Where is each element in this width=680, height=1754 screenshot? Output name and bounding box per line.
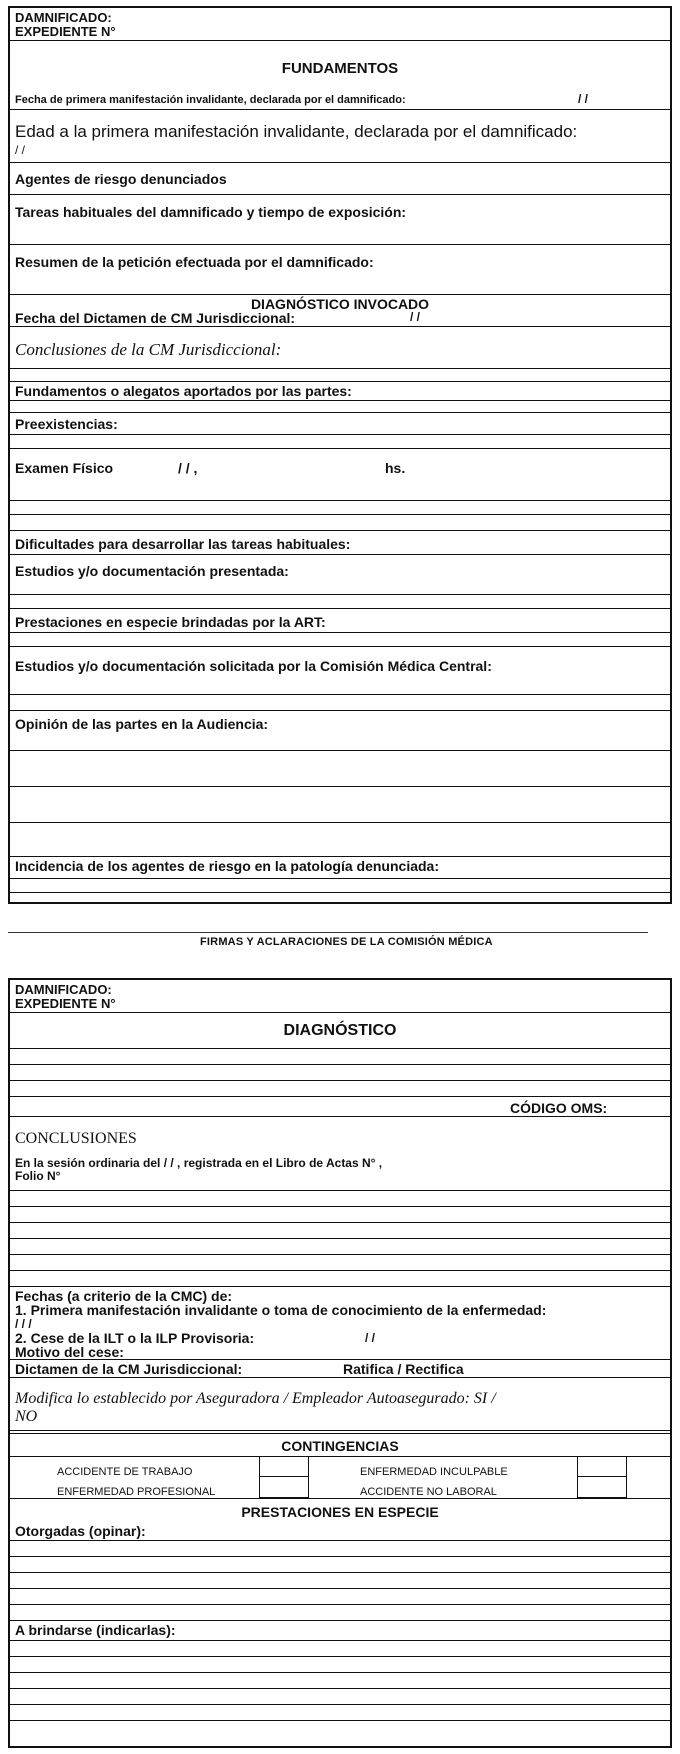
divider bbox=[10, 434, 670, 435]
cese-label: 2. Cese de la ILT o la ILP Provisoria: bbox=[15, 1330, 255, 1346]
divider bbox=[10, 448, 670, 449]
edad-primera-label: Edad a la primera manifestación invalidante, declarada por el damnificado: bbox=[15, 122, 578, 141]
fundamentos-heading: FUNDAMENTOS bbox=[281, 60, 399, 77]
fundamentos-alegatos-label: Fundamentos o alegatos aportados por las partes: bbox=[15, 383, 352, 399]
divider bbox=[10, 500, 670, 501]
conclusiones-heading: CONCLUSIONES bbox=[15, 1130, 137, 1147]
enfermedad-profesional-label: ENFERMEDAD PROFESIONAL bbox=[57, 1486, 216, 1498]
examen-slashes: / / , bbox=[178, 460, 198, 476]
edad-slashes: / / bbox=[15, 143, 26, 157]
examen-hs: hs. bbox=[385, 460, 406, 476]
modifica-line1: Modifica lo establecido por Aseguradora / Empleador Autoasegurado: SI / bbox=[15, 1390, 496, 1407]
divider bbox=[10, 412, 670, 413]
divider bbox=[10, 162, 670, 163]
accidente-trabajo-checkbox[interactable] bbox=[259, 1456, 309, 1477]
divider bbox=[10, 1556, 670, 1557]
divider bbox=[10, 1433, 670, 1434]
divider bbox=[10, 1012, 670, 1013]
codigo-oms-label: CÓDIGO OMS: bbox=[510, 1100, 608, 1116]
divider bbox=[10, 608, 670, 609]
sesion-line2: Folio N° bbox=[15, 1169, 61, 1183]
divider bbox=[10, 856, 670, 857]
divider bbox=[10, 594, 670, 595]
primera-manifestacion-label: 1. Primera manifestación invalidante o toma de conocimiento de la enfermedad: bbox=[15, 1302, 547, 1318]
divider bbox=[10, 1498, 670, 1499]
divider bbox=[10, 822, 670, 823]
contingencias-heading: CONTINGENCIAS bbox=[281, 1438, 399, 1454]
enfermedad-inculpable-label: ENFERMEDAD INCULPABLE bbox=[360, 1466, 508, 1478]
conclusiones-cm-label: Conclusiones de la CM Jurisdiccional: bbox=[15, 340, 282, 359]
cese-slashes: / / bbox=[365, 1331, 376, 1345]
divider bbox=[10, 1222, 670, 1223]
divider bbox=[10, 400, 670, 401]
prestaciones-especie-heading: PRESTACIONES EN ESPECIE bbox=[241, 1504, 439, 1520]
fundamentos-box bbox=[8, 6, 672, 904]
signature-line bbox=[8, 932, 648, 933]
divider bbox=[10, 1540, 670, 1541]
divider bbox=[10, 1080, 670, 1081]
divider bbox=[10, 1720, 670, 1721]
divider bbox=[10, 892, 670, 893]
preexistencias-label: Preexistencias: bbox=[15, 416, 118, 432]
prestaciones-art-label: Prestaciones en especie brindadas por la ART: bbox=[15, 614, 326, 630]
divider bbox=[10, 632, 670, 633]
divider bbox=[10, 554, 670, 555]
agentes-label: Agentes de riesgo denunciados bbox=[15, 171, 227, 187]
divider bbox=[10, 381, 670, 382]
modifica-line2: NO bbox=[15, 1408, 38, 1425]
divider bbox=[10, 1572, 670, 1573]
accidente-no-laboral-checkbox[interactable] bbox=[577, 1476, 627, 1498]
divider bbox=[10, 710, 670, 711]
divider bbox=[10, 1270, 670, 1271]
divider bbox=[10, 109, 670, 110]
divider bbox=[10, 1359, 670, 1360]
divider bbox=[10, 1656, 670, 1657]
otorgadas-label: Otorgadas (opinar): bbox=[15, 1523, 146, 1539]
divider bbox=[10, 694, 670, 695]
estudios-solicitada-label: Estudios y/o documentación solicitada por la Comisión Médica Central: bbox=[15, 658, 492, 674]
divider bbox=[10, 294, 670, 295]
divider bbox=[10, 1640, 670, 1641]
expediente-label: EXPEDIENTE N° bbox=[15, 996, 116, 1011]
divider bbox=[10, 878, 670, 879]
divider bbox=[10, 1238, 670, 1239]
incidencia-label: Incidencia de los agentes de riesgo en la patología denunciada: bbox=[15, 858, 439, 874]
divider bbox=[10, 1048, 670, 1049]
divider bbox=[10, 1064, 670, 1065]
divider bbox=[10, 1588, 670, 1589]
divider bbox=[10, 1456, 670, 1457]
dictamen-cm-label: Dictamen de la CM Jurisdiccional: bbox=[15, 1361, 243, 1377]
fechas-criterio-label: Fechas (a criterio de la CMC) de: bbox=[15, 1288, 233, 1304]
divider bbox=[10, 1704, 670, 1705]
diagnostico-heading: DIAGNÓSTICO bbox=[283, 1022, 397, 1039]
enfermedad-inculpable-checkbox[interactable] bbox=[577, 1456, 627, 1477]
fecha-primera-label: Fecha de primera manifestación invalidante, declarada por el damnificado: bbox=[15, 94, 406, 106]
divider bbox=[10, 1688, 670, 1689]
divider bbox=[10, 750, 670, 751]
divider bbox=[10, 1286, 670, 1287]
fecha-primera-slashes: / / bbox=[578, 92, 589, 106]
divider bbox=[10, 514, 670, 515]
divider bbox=[10, 1254, 670, 1255]
divider bbox=[10, 40, 670, 41]
expediente-label: EXPEDIENTE N° bbox=[15, 24, 116, 39]
divider bbox=[10, 1620, 670, 1621]
diagnostico-box bbox=[8, 978, 672, 1748]
divider bbox=[10, 1116, 670, 1117]
divider bbox=[10, 646, 670, 647]
accidente-trabajo-label: ACCIDENTE DE TRABAJO bbox=[57, 1466, 193, 1478]
fecha-dictamen-label: Fecha del Dictamen de CM Jurisdiccional: bbox=[15, 310, 296, 326]
accidente-no-laboral-label: ACCIDENTE NO LABORAL bbox=[360, 1486, 497, 1498]
ratifica-rectifica: Ratifica / Rectifica bbox=[343, 1361, 464, 1377]
diagnostico-invocado-heading: DIAGNÓSTICO INVOCADO bbox=[250, 296, 430, 312]
divider bbox=[10, 368, 670, 369]
divider bbox=[10, 1190, 670, 1191]
divider bbox=[10, 326, 670, 327]
divider bbox=[10, 786, 670, 787]
divider bbox=[10, 1206, 670, 1207]
tareas-label: Tareas habituales del damnificado y tiempo de exposición: bbox=[15, 204, 407, 220]
examen-fisico-label: Examen Físico bbox=[15, 460, 114, 476]
enfermedad-profesional-checkbox[interactable] bbox=[259, 1476, 309, 1498]
divider bbox=[10, 1672, 670, 1673]
divider bbox=[10, 1430, 670, 1431]
primera-slashes: / / / bbox=[15, 1317, 32, 1331]
signature-label: FIRMAS Y ACLARACIONES DE LA COMISIÓN MÉDICA bbox=[200, 936, 493, 948]
opinion-label: Opinión de las partes en la Audiencia: bbox=[15, 716, 269, 732]
resumen-label: Resumen de la petición efectuada por el damnificado: bbox=[15, 254, 374, 270]
estudios-presentada-label: Estudios y/o documentación presentada: bbox=[15, 563, 289, 579]
dificultades-label: Dificultades para desarrollar las tareas habituales: bbox=[15, 536, 351, 552]
divider bbox=[10, 1096, 670, 1097]
sesion-line1: En la sesión ordinaria del / / , registrada en el Libro de Actas N° , bbox=[15, 1156, 383, 1170]
a-brindarse-label: A brindarse (indicarlas): bbox=[15, 1622, 176, 1638]
motivo-cese-label: Motivo del cese: bbox=[15, 1344, 124, 1360]
damnificado-label: DAMNIFICADO: bbox=[15, 982, 112, 997]
divider bbox=[10, 1377, 670, 1378]
divider bbox=[10, 194, 670, 195]
divider bbox=[10, 244, 670, 245]
fecha-dictamen-slashes: / / bbox=[410, 310, 421, 324]
divider bbox=[10, 530, 670, 531]
divider bbox=[10, 1604, 670, 1605]
damnificado-label: DAMNIFICADO: bbox=[15, 10, 112, 25]
